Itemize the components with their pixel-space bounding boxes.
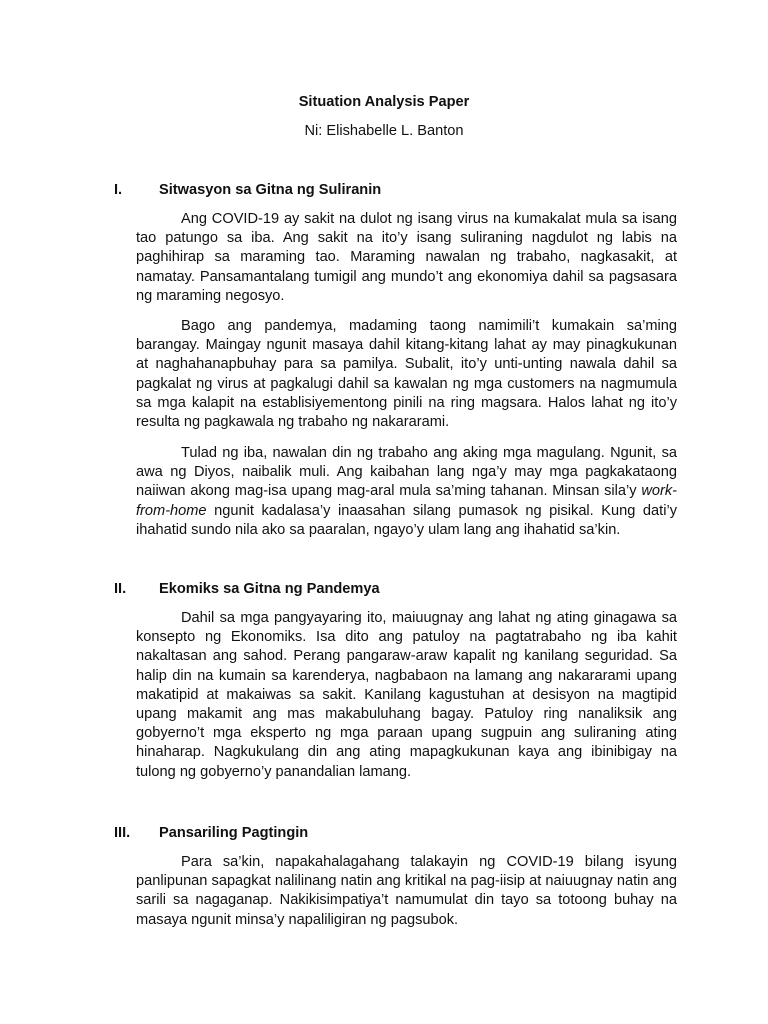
section-heading-3 [114,824,308,843]
section-number: I. [114,182,123,198]
section-title: Pansariling Pagtingin [159,825,309,841]
document-title: Situation Analysis Paper [298,94,470,110]
section-title: Sitwasyon sa Gitna ng Suliranin [159,182,382,198]
document-author: Ni: Elishabelle L. Banton [304,123,464,139]
section-number: II. [114,581,127,597]
section-heading-2 [114,580,380,599]
paragraph: Bago ang pandemya, madaming taong namimili’t kumakain sa’ming barangay. Maingay ngunit masaya dahil kitang-kitang lahat ay may pinagkukunan at naghahanapbuhay para sa pamilya. Subalit, ito’y unti-unting nawala dahil sa pagkalat ng virus at pagkalugi dahil sa kawalan ng mga customers na nagmumula sa mga kalapit na establisiyementong pinili na ring magsara. Halos lahat ng ito’y resulta ng pagkawala ng trabaho ng nakararami. [136,318,677,431]
paragraph-text: Tulad ng iba, nawalan din ng trabaho ang aking mga magulang. Ngunit, sa awa ng Diyos, naibalik muli. Ang kaibahan lang nga’y may mga pagkakataong naiiwan akong mag-isa upang mag-aral mula sa’ming tahanan. Minsan sila’y [136,445,677,500]
emphasis-text: work-from-home [136,483,677,519]
paragraph: Dahil sa mga pangyayaring ito, maiuugnay ang lahat ng ating ginagawa sa konsepto ng Ekonomiks. Isa dito ang patuloy na pagtatrabaho ng iba kahit nakaltasan ang sahod. Perang pangaraw-araw kapalit ng kanilang seguridad. Sa halip din na kumain sa karenderya, nagbabaon na lamang ang nakararami upang makatipid at makaiwas sa sakit. Kanilang kagustuhan at desisyon na magtipid upang makamit ang mas makabuluhang bagay. Patuloy ring nanaliksik ang gobyerno’t mga eksperto ng mga paraan upang sugpuin ang suliraning ating hinaharap. Nagkukulang din ang ating mapagkukunan kaya ang ibinibigay na tulong ng gobyerno’y panandalian lamang. [136,610,677,780]
section-number: III. [114,825,131,841]
paragraph: Ang COVID-19 ay sakit na dulot ng isang virus na kumakalat mula sa isang tao patungo sa iba. Ang sakit na ito’y isang suliraning nagdulot ng labis na paghihirap sa maraming tao. Maraming nawalan ng trabaho, nagkasakit, at namatay. Pansamantalang tumigil ang mundo’t ang ekonomiya dahil sa pagsasara ng maraming negosyo. [136,211,677,304]
paragraph-text: ngunit kadalasa’y inaasahan silang pumasok ng pisikal. Kung dati’y ihahatid sundo nila ako sa paaralan, ngayo’y ulam lang ang ihahatid sa’kin. [136,502,677,538]
section-title: Ekomiks sa Gitna ng Pandemya [159,581,380,597]
paragraph: Para sa’kin, napakahalagahang talakayin ng COVID-19 bilang isyung panlipunan sapagkat nalilinang natin ang kritikal na pag-iisip at naiuugnay natin ang sarili sa nagaganap. Nakikisimpatiya’t namumulat din tayo sa totoong buhay na masaya ngunit minsa’y napaliligiran ng pagsubok. [136,854,677,928]
section-heading-1 [114,181,381,200]
paragraph [136,444,677,540]
